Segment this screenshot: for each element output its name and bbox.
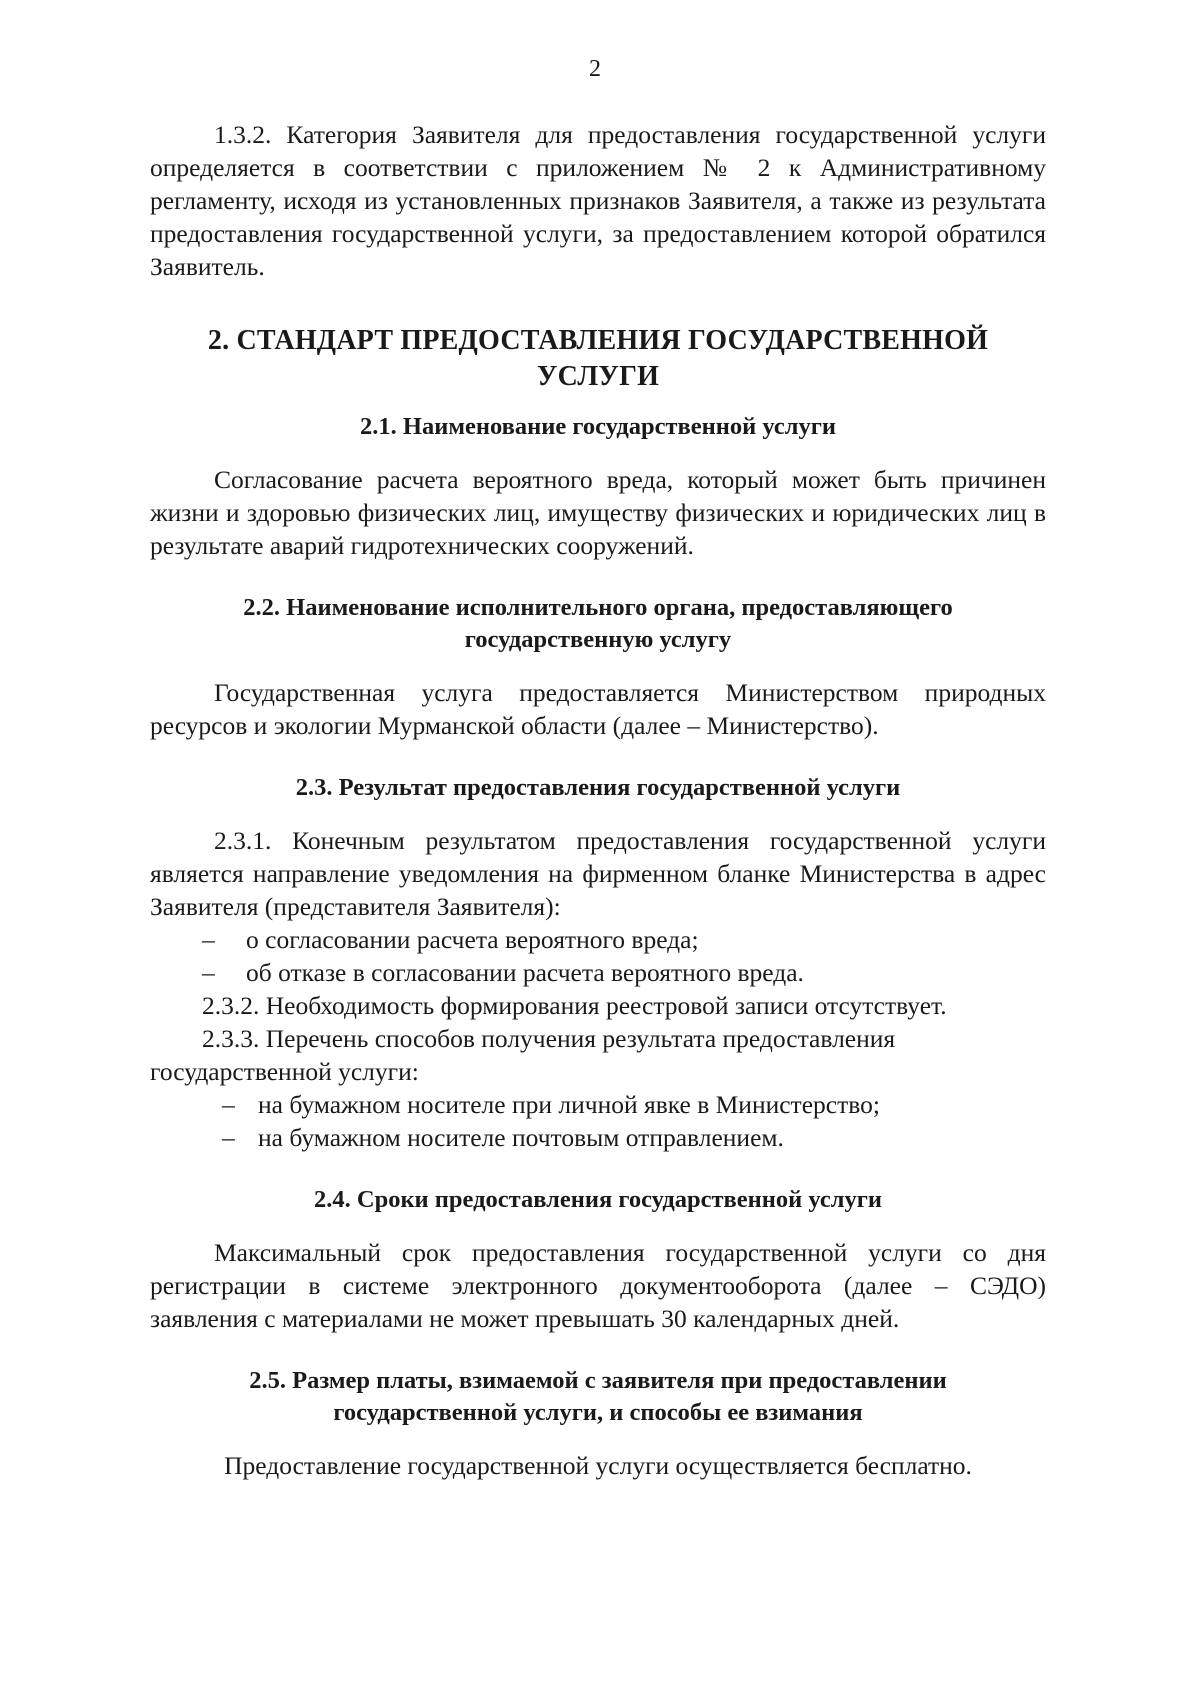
dash-bullet: – [222,1090,235,1119]
list-item-method-personal [150,1088,1046,1121]
list-item-result-refuse [150,956,1046,989]
section-2-5-heading-line-2: государственной услуги, и способы ее взимания [333,1399,863,1426]
paragraph-2-4: Максимальный срок предоставления государственной услуги со дня регистрации в системе электронного документооборота (далее – СЭДО) заявления с материалами не может превышать 30 календарных дней. [150,1238,1046,1333]
list-item-method-post [150,1121,1046,1154]
list-item-text: на бумажном носителе почтовым отправлением. [258,1123,784,1152]
list-item-result-approve [150,923,1046,956]
dash-bullet: – [202,958,215,987]
section-2-2-heading-line-1: 2.2. Наименование исполнительного органа, предоставляющего [243,594,953,621]
page-number: 2 [589,56,601,82]
section-2-2-heading-line-2: государственную услугу [464,626,732,653]
dash-bullet: – [202,925,215,954]
list-item-text: об отказе в согласовании расчета вероятного вреда. [246,958,804,987]
section-2-3-heading: 2.3. Результат предоставления государственной услуги [295,774,901,801]
paragraph-2-5: Предоставление государственной услуги осуществляется бесплатно. [224,1451,972,1480]
section-2-5-heading [150,1365,1046,1429]
section-2-4-heading: 2.4. Сроки предоставления государственной услуги [314,1186,882,1213]
dash-bullet: – [222,1123,235,1152]
section-2-heading: 2. СТАНДАРТ ПРЕДОСТАВЛЕНИЯ ГОСУДАРСТВЕННОЙ УСЛУГИ [207,325,989,392]
paragraph-2-1: Согласование расчета вероятного вреда, который может быть причинен жизни и здоровью физических лиц, имуществу физических и юридических лиц в результате аварий гидротехнических сооружений. [150,465,1046,560]
section-2-5-heading-line-1: 2.5. Размер платы, взимаемой с заявителя при предоставлении [249,1367,947,1394]
paragraph-2-3-3: 2.3.3. Перечень способов получения результата предоставления государственной услуги: [150,1024,896,1086]
document-body [150,118,1046,1482]
section-2-1-heading: 2.1. Наименование государственной услуги [360,413,836,440]
paragraph-2-3-1: 2.3.1. Конечным результатом предоставления государственной услуги является направление уведомления на фирменном бланке Министерства в адрес Заявителя (представителя Заявителя): [150,826,1046,921]
paragraph-2-2: Государственная услуга предоставляется Министерством природных ресурсов и экологии Мурманской области (далее – Министерство). [150,678,1046,740]
list-item-text: на бумажном носителе при личной явке в Министерство; [258,1090,880,1119]
paragraph-1-3-2: 1.3.2. Категория Заявителя для предоставления государственной услуги определяется в соответствии с приложением № 2 к Административному регламенту, исходя из установленных признаков Заявителя, а также из результата предоставления государственной услуги, за предоставлением которой обратился Заявитель. [150,120,1046,281]
list-item-text: о согласовании расчета вероятного вреда; [246,925,699,954]
section-2-2-heading [150,592,1046,656]
paragraph-2-3-2: 2.3.2. Необходимость формирования реестровой записи отсутствует. [202,991,947,1020]
